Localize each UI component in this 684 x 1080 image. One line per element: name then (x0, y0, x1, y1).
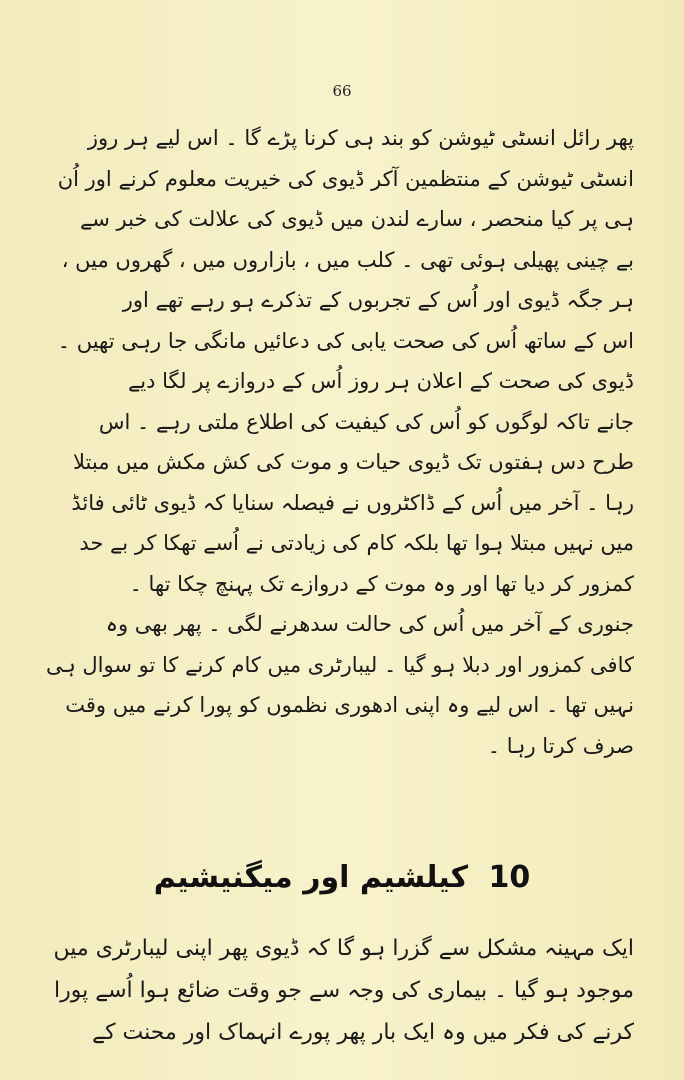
chapter-heading (0, 848, 684, 908)
text-line: جانے تاکہ لوگوں کو اُس کی کیفیت کی اطلاع ملتی رہے ۔ اس (98, 409, 634, 434)
chapter-title: کیلشیم اور میگنیشیم (153, 860, 469, 895)
text-line: اس کے ساتھ اُس کی صحت یابی کی دعائیں مانگی جا رہی تھیں ۔ (57, 328, 634, 353)
text-line: نہیں تھا ۔ اس لیے وہ اپنی ادھوری نظموں کو پورا کرنے میں وقت (65, 693, 634, 717)
text-line: جنوری کے آخر میں اُس کی حالت سدھرنے لگی ۔ پھر بھی وہ (105, 612, 634, 636)
text-line: موجود ہو گیا ۔ بیماری کی وجہ سے جو وقت ضائع ہوا اُسے پورا (53, 978, 634, 1003)
text-line: ہر جگہ ڈیوی اور اُس کے تجربوں کے تذکرے ہو رہے تھے اور (122, 288, 634, 312)
text-line: میں نہیں مبتلا ہوا تھا بلکہ کام کی زیادتی نے اُسے تھکا کر بے حد (79, 531, 634, 555)
text-line: کافی کمزور اور دبلا ہو گیا ۔ لیبارٹری میں کام کرنے کا تو سوال ہی (45, 652, 634, 677)
text-line: ہی پر کیا منحصر ، سارے لندن میں ڈیوی کی علالت کی خبر سے (79, 207, 634, 231)
text-line: رہا ۔ آخر میں اُس کے ڈاکٹروں نے فیصلہ سنایا کہ ڈیوی ٹائی فائڈ (71, 490, 634, 515)
section-paragraph (39, 928, 634, 1054)
text-line: پھر رائل انسٹی ٹیوشن کو بند ہی کرنا پڑے گا ۔ اس لیے ہر روز (87, 126, 634, 150)
text-line: بے چینی پھیلی ہوئی تھی ۔ کلب میں ، بازاروں میں ، گھروں میں ، (61, 247, 634, 272)
text-line: ڈیوی کی صحت کے اعلان ہر روز اُس کے دروازے پر لگا دیے (127, 369, 634, 393)
text-line: طرح دس ہفتوں تک ڈیوی حیات و موت کی کش مکش میں مبتلا (72, 450, 634, 474)
text-line: کمزور کر دیا تھا اور وہ موت کے دروازے تک پہنچ چکا تھا ۔ (129, 571, 634, 596)
page-number: 66 (332, 82, 352, 100)
chapter-number: 10 (488, 860, 531, 895)
body-paragraphs (44, 118, 634, 766)
text-line: ایک مہینہ مشکل سے گزرا ہو گا کہ ڈیوی پھر اپنی لیبارٹری میں (53, 936, 634, 961)
text-line: صرف کرتا رہا ۔ (487, 733, 634, 758)
text-line: انسٹی ٹیوشن کے منتظمین آکر ڈیوی کی خیریت معلوم کرنے اور اُن (57, 166, 634, 191)
text-line: کرنے کی فکر میں وہ ایک بار پھر پورے انہماک اور محنت کے (92, 1020, 634, 1045)
